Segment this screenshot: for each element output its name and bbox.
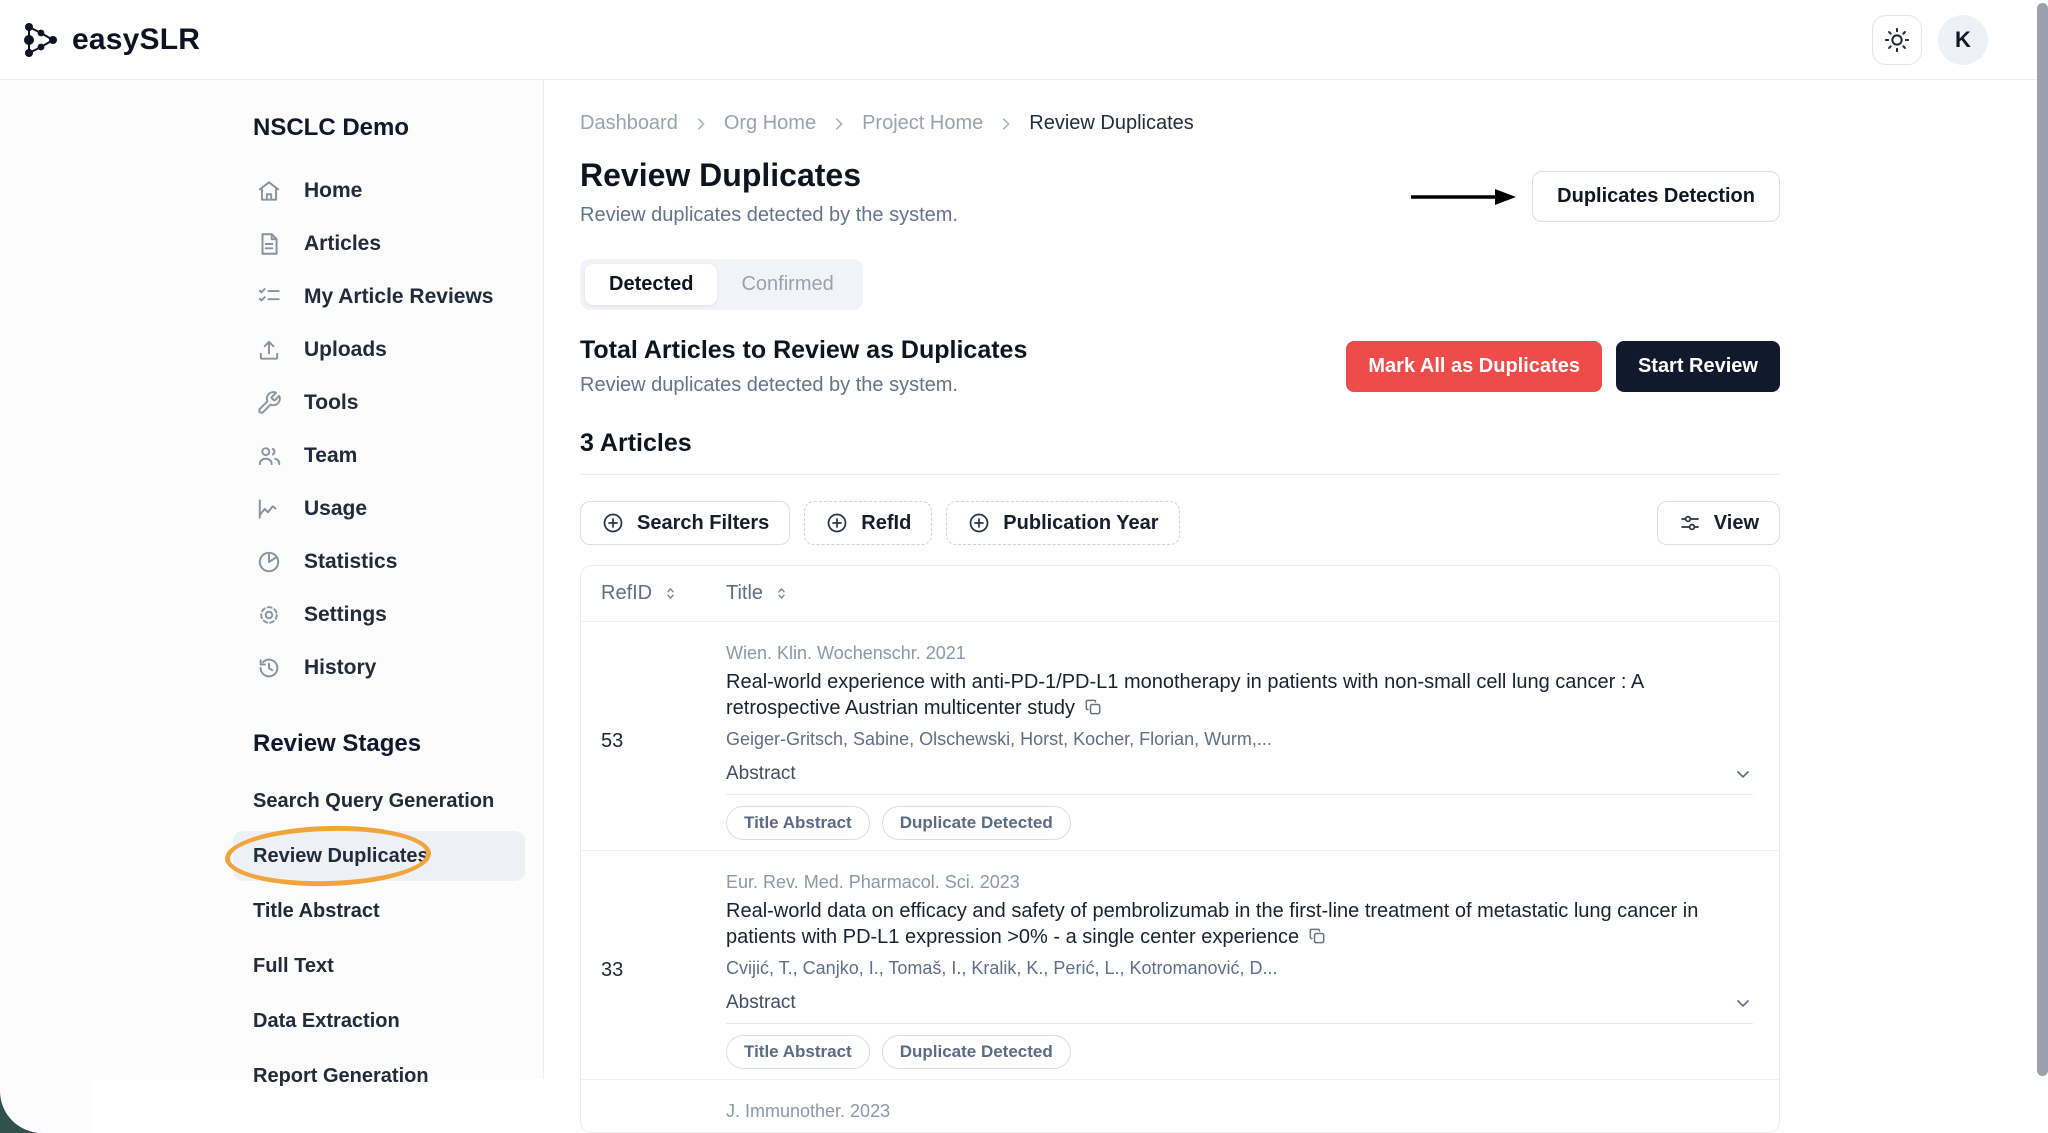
sidebar-item-my-article-reviews[interactable] <box>233 270 525 323</box>
sidebar-item-articles[interactable] <box>233 217 525 270</box>
gear-icon <box>256 602 282 628</box>
sidebar-item-label: Usage <box>304 496 368 520</box>
stage-item-search-query-generation[interactable] <box>233 776 525 826</box>
chip-label: Search Filters <box>637 511 770 534</box>
sidebar-item-label: Settings <box>304 602 387 626</box>
table-row <box>581 850 1779 1079</box>
abstract-label: Abstract <box>726 992 796 1013</box>
journal-year: Wien. Klin. Wochenschr. 2021 <box>726 643 966 663</box>
breadcrumb <box>580 112 1780 135</box>
sidebar-item-usage[interactable] <box>233 482 525 535</box>
sidebar-nav <box>233 164 525 694</box>
search-filters-chip[interactable] <box>580 501 790 545</box>
corner-mask <box>0 1045 92 1133</box>
stage-item-label: Search Query Generation <box>253 789 495 812</box>
stage-item-data-extraction[interactable] <box>233 996 525 1046</box>
stage-item-report-generation[interactable] <box>233 1051 525 1101</box>
duplicate-detected-badge: Duplicate Detected <box>882 806 1071 840</box>
history-icon <box>256 655 282 681</box>
sidebar-item-label: Tools <box>304 390 359 414</box>
journal-year: J. Immunother. 2023 <box>726 1101 891 1121</box>
sidebar-item-history[interactable] <box>233 641 525 694</box>
sidebar <box>0 80 544 1087</box>
sidebar-item-label: My Article Reviews <box>304 284 494 308</box>
sidebar-item-label: Team <box>304 443 358 467</box>
chevron-right-icon <box>830 115 848 133</box>
article-authors: Cvijić, T., Canjko, I., Tomaš, I., Kralik, K., Perić, L., Kotromanović, D... <box>726 958 1278 978</box>
stage-badge: Title Abstract <box>726 1035 870 1069</box>
duplicates-detection-button[interactable]: Duplicates Detection <box>1532 171 1780 222</box>
black-arrow-annotation <box>1411 185 1516 209</box>
refid-value: 53 <box>601 729 624 752</box>
articles-count: 3 Articles <box>580 429 692 457</box>
article-title: Real-world data on efficacy and safety of pembrolizumab in the first-line treatment of metastatic lung cancer in patients with PD-L1 expression >0% - a single center experience <box>726 900 1699 948</box>
table-row <box>581 1079 1779 1132</box>
table-header <box>581 566 1779 621</box>
sidebar-item-team[interactable] <box>233 429 525 482</box>
sidebar-item-statistics[interactable] <box>233 535 525 588</box>
plus-circle-icon <box>601 511 625 535</box>
wrench-icon <box>256 390 282 416</box>
page-subtitle: Review duplicates detected by the system. <box>580 204 958 226</box>
sidebar-item-home[interactable] <box>233 164 525 217</box>
sort-icon <box>662 585 679 602</box>
app-name: easySLR <box>72 22 201 56</box>
review-stages-heading: Review Stages <box>253 730 422 757</box>
sidebar-item-tools[interactable] <box>233 376 525 429</box>
stage-item-full-text[interactable] <box>233 941 525 991</box>
plus-circle-icon <box>825 511 849 535</box>
refid-value <box>581 1100 726 1122</box>
mark-all-as-duplicates-button[interactable]: Mark All as Duplicates <box>1346 341 1602 392</box>
chevron-down-icon <box>1733 764 1753 784</box>
user-avatar[interactable] <box>1938 15 1988 65</box>
duplicate-detected-badge: Duplicate Detected <box>882 1035 1071 1069</box>
chip-label: RefId <box>861 511 912 534</box>
stage-badge: Title Abstract <box>726 806 870 840</box>
sliders-icon <box>1678 511 1702 535</box>
avatar-initial: K <box>1955 26 1971 52</box>
stage-item-label: Data Extraction <box>253 1009 400 1032</box>
refid-filter-chip[interactable] <box>804 501 932 545</box>
section-subheading: Review duplicates detected by the system. <box>580 374 958 396</box>
column-label: Title <box>726 582 764 604</box>
sidebar-item-uploads[interactable] <box>233 323 525 376</box>
journal-year: Eur. Rev. Med. Pharmacol. Sci. 2023 <box>726 872 1020 892</box>
abstract-accordion[interactable] <box>726 992 1753 1024</box>
abstract-accordion[interactable] <box>726 763 1753 795</box>
chevron-right-icon <box>997 115 1015 133</box>
sun-icon <box>1883 26 1911 54</box>
section-heading: Total Articles to Review as Duplicates <box>580 336 1028 364</box>
theme-toggle-button[interactable] <box>1872 15 1922 65</box>
articles-table <box>580 565 1780 1133</box>
sidebar-item-label: Home <box>304 178 363 202</box>
divider <box>580 474 1780 475</box>
line-chart-icon <box>256 496 282 522</box>
project-name: NSCLC Demo <box>253 114 410 141</box>
article-authors: Geiger-Gritsch, Sabine, Olschewski, Horst, Kocher, Florian, Wurm,... <box>726 729 1272 749</box>
refid-value: 33 <box>601 958 624 981</box>
team-icon <box>256 443 282 469</box>
upload-icon <box>256 337 282 363</box>
chevron-right-icon <box>692 115 710 133</box>
pie-chart-icon <box>256 549 282 575</box>
stage-item-review-duplicates[interactable] <box>233 831 525 881</box>
review-stages-list <box>233 776 525 1101</box>
breadcrumb-org-home[interactable]: Org Home <box>723 112 817 134</box>
stage-item-title-abstract[interactable] <box>233 886 525 936</box>
view-button[interactable] <box>1657 501 1780 545</box>
stage-item-label: Full Text <box>253 954 334 977</box>
breadcrumb-current: Review Duplicates <box>1029 112 1194 134</box>
tab-detected[interactable]: Detected <box>585 264 717 305</box>
view-button-label: View <box>1713 511 1759 534</box>
column-label: RefID <box>601 582 653 604</box>
start-review-button[interactable]: Start Review <box>1616 341 1780 392</box>
sort-icon <box>773 585 790 602</box>
tab-confirmed[interactable]: Confirmed <box>741 273 834 295</box>
chip-label: Publication Year <box>1003 511 1159 534</box>
sidebar-item-label: Uploads <box>304 337 387 361</box>
stage-item-label: Title Abstract <box>253 899 380 922</box>
copy-icon[interactable] <box>1307 926 1327 946</box>
page-scrollbar[interactable] <box>2037 3 2048 1076</box>
topbar <box>0 0 2048 80</box>
column-header-refid[interactable] <box>581 582 726 605</box>
logo-icon <box>22 18 62 62</box>
breadcrumb-project-home[interactable]: Project Home <box>862 112 984 134</box>
article-title: Real-world experience with anti-PD-1/PD-L1 monotherapy in patients with non-small cell lung cancer : A retrospective Austrian multicenter study <box>726 671 1644 719</box>
article-icon <box>256 231 282 257</box>
main-content <box>544 80 2048 1121</box>
sidebar-item-label: Statistics <box>304 549 398 573</box>
sidebar-item-label: History <box>304 655 377 679</box>
breadcrumb-dashboard[interactable]: Dashboard <box>580 112 678 134</box>
publication-year-filter-chip[interactable] <box>946 501 1179 545</box>
table-row <box>581 621 1779 850</box>
sidebar-item-settings[interactable] <box>233 588 525 641</box>
app-logo <box>22 18 200 62</box>
sidebar-item-label: Articles <box>304 231 382 255</box>
chevron-down-icon <box>1733 993 1753 1013</box>
stage-item-label: Review Duplicates <box>253 844 429 867</box>
stage-item-label: Report Generation <box>253 1064 429 1087</box>
copy-icon[interactable] <box>1083 697 1103 717</box>
page-title: Review Duplicates <box>580 157 861 193</box>
detected-confirmed-tabs <box>580 259 863 310</box>
column-header-title[interactable] <box>726 582 1779 605</box>
plus-circle-icon <box>967 511 991 535</box>
home-icon <box>256 178 282 204</box>
abstract-label: Abstract <box>726 763 796 784</box>
checklist-icon <box>256 284 282 310</box>
